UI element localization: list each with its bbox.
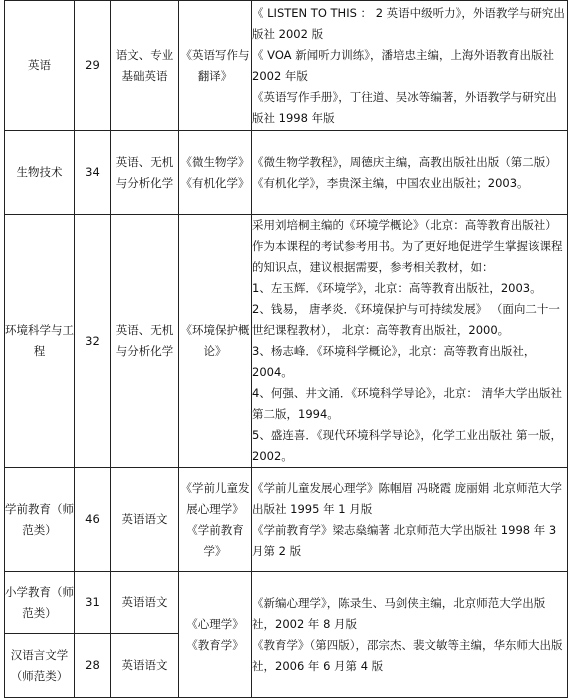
shared-reference-cell (252, 572, 568, 698)
code-cell: 34 (75, 131, 111, 215)
table-row (5, 468, 568, 572)
reference-entry: 1、左玉辉．《环境学》，北京：高等教育出版社，2003。 (252, 281, 542, 295)
textbook-title: 《有机化学》 (180, 175, 250, 190)
reference-entry: 《教育学》（第四版），邵宗杰、裴文敏等主编，华东师大出版社，2006 年 6 月第 4 版 (252, 637, 563, 673)
reference-entry: 《 LISTEN TO THIS ： 2 英语中级听力》，外语教学与研究出版社 2002 版 (252, 5, 565, 41)
exam-subjects-cell: 英语语文 (111, 634, 179, 698)
reference-entry: 《有机化学》，李贵深主编，中国农业出版社；2003。 (252, 175, 529, 190)
textbook-cell (179, 131, 252, 215)
textbook-title: 《心理学》 (186, 616, 244, 631)
reference-entry: 《学前教育学》梁志燊编著 北京师范大学出版社 1998 年 3 月第 2 版 (252, 522, 557, 558)
reference-cell (252, 215, 568, 468)
reference-entry: 《学前儿童发展心理学》陈帼眉 冯晓霞 庞丽娟 北京师范大学出版社 1995 年 1 月版 (252, 480, 562, 516)
reference-entry: 《英语写作手册》，丁往道、吴冰等编著，外语教学与研究出版社 1998 年版 (252, 89, 557, 125)
reference-intro: 采用刘培桐主编的《环境学概论》（北京：高等教育出版社）作为本课程的考试参考用书。为了更好地促进学生掌握该课程的知识点，建议根据需要，参考相关教材，如： (252, 218, 563, 274)
code-cell: 31 (75, 572, 111, 634)
reference-entry: 5、盛连喜．《现代环境科学导论》，化学工业出版社 第一版，2002。 (252, 428, 562, 463)
major-cell: 汉语言文学（师范类） (5, 634, 75, 698)
textbook-title: 《教育学》 (186, 637, 244, 652)
reference-entry: 3、杨志峰．《环境科学概论》，北京：高等教育出版社，2004。 (252, 344, 536, 379)
shared-textbook-cell (179, 572, 252, 698)
code-cell: 29 (75, 1, 111, 131)
major-cell: 学前教育（师范类） (5, 468, 75, 572)
textbook-title: 《环境保护概论》 (180, 323, 250, 358)
textbook-title: 《微生物学》 (180, 154, 250, 169)
exam-subjects-cell: 语文、专业基础英语 (111, 1, 179, 131)
reference-cell (252, 1, 568, 131)
admission-table (4, 0, 568, 698)
exam-subjects-cell: 英语语文 (111, 572, 179, 634)
major-cell: 生物技术 (5, 131, 75, 215)
exam-subjects-cell: 英语、无机与分析化学 (111, 215, 179, 468)
textbook-cell (179, 1, 252, 131)
reference-entry: 《微生物学教程》，周德庆主编，高教出版社出版（第二版） (252, 154, 557, 169)
textbook-title: 《英语写作与翻译》 (180, 47, 250, 83)
reference-entry: 《新编心理学》，陈录生、马剑侠主编，北京师范大学出版社，2002 年 8 月版 (252, 595, 546, 631)
major-cell: 英语 (5, 1, 75, 131)
table-row (5, 1, 568, 131)
code-cell: 32 (75, 215, 111, 468)
textbook-title: 《学前教育学》 (186, 522, 244, 558)
table-row (5, 215, 568, 468)
code-cell: 46 (75, 468, 111, 572)
textbook-cell (179, 468, 252, 572)
exam-subjects-cell: 英语、无机与分析化学 (111, 131, 179, 215)
table-row (5, 131, 568, 215)
exam-subjects-cell: 英语语文 (111, 468, 179, 572)
reference-cell (252, 468, 568, 572)
code-cell: 28 (75, 634, 111, 698)
reference-cell (252, 131, 568, 215)
textbook-cell (179, 215, 252, 468)
major-cell: 环境科学与工程 (5, 215, 75, 468)
major-cell: 小学教育（师范类） (5, 572, 75, 634)
reference-entry: 4、何强、井文涌．《环境科学导论》，北京： 清华大学出版社 第二版，1994。 (252, 386, 562, 421)
reference-entry: 2、钱易， 唐孝炎．《环境保护与可持续发展》 （面向二十一世纪课程教材）， 北京：高等教育出版社，2000。 (252, 302, 560, 337)
textbook-title: 《学前儿童发展心理学》 (180, 480, 250, 516)
table-row (5, 572, 568, 634)
reference-entry: 《 VOA 新闻听力训练》，潘培忠主编，上海外语教育出版社 2002 年版 (252, 47, 554, 83)
